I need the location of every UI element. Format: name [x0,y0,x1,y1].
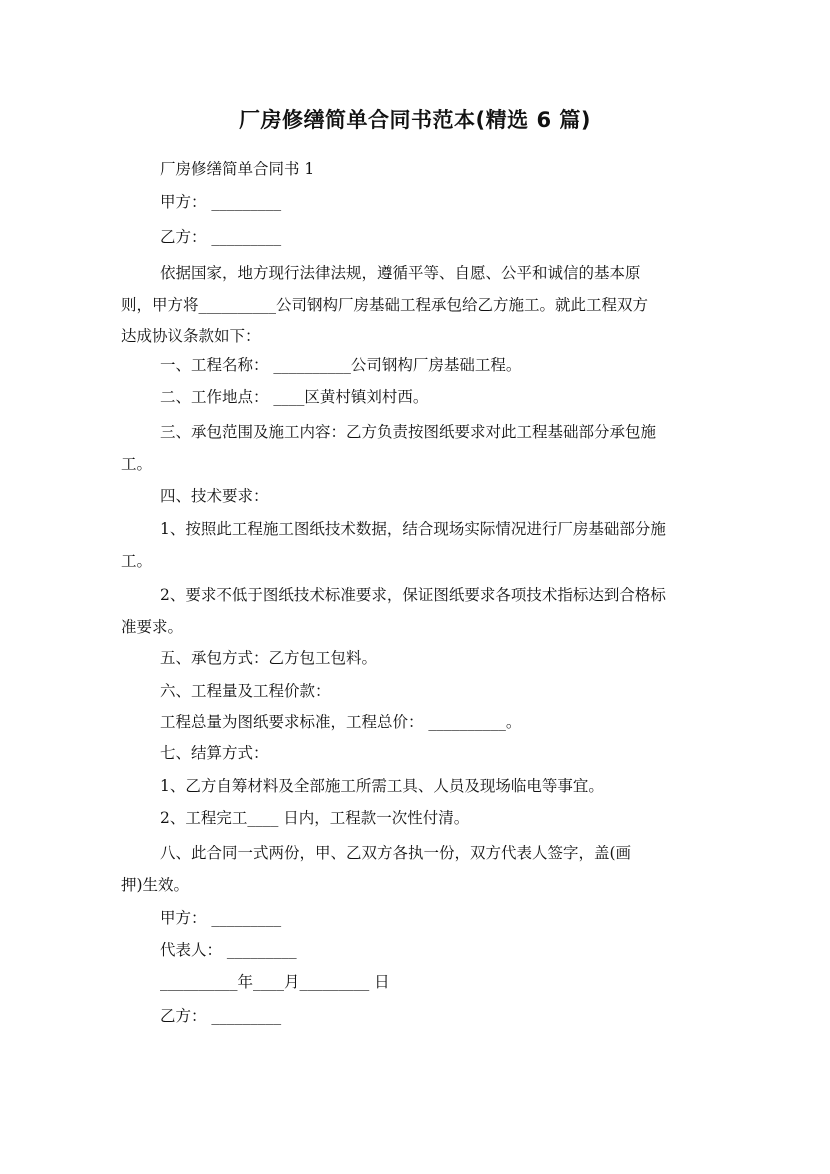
clause-5: 五、承包方式：乙方包工包料。 [160,649,378,667]
clause-4: 四、技术要求： [160,487,269,505]
party-a-line: 甲方： _________ [160,193,282,211]
signature-party-b: 乙方： _________ [160,1007,282,1025]
clause-4-item-1-line-1: 1、按照此工程施工图纸技术数据，结合现场实际情况进行厂房基础部分施 [160,520,666,538]
clause-8-line-2: 押)生效。 [121,876,190,894]
clause-7: 七、结算方式： [160,744,269,762]
document-title: 厂房修缮简单合同书范本(精选 6 篇) [239,108,591,132]
preamble-line-1: 依据国家，地方现行法律法规，遵循平等、自愿、公平和诚信的基本原 [160,264,641,282]
preamble-line-2: 则，甲方将__________公司钢构厂房基础工程承包给乙方施工。就此工程双方 [121,296,649,314]
clause-6: 六、工程量及工程价款： [160,682,331,700]
clause-3-line-1: 三、承包范围及施工内容：乙方负责按图纸要求对此工程基础部分承包施 [160,423,657,441]
clause-2: 二、工作地点： ____区黄村镇刘村西。 [160,388,429,406]
clause-4-item-2-line-2: 准要求。 [121,618,184,636]
clause-7-item-1: 1、乙方自筹材料及全部施工所需工具、人员及现场临电等事宜。 [160,777,604,795]
contract-subtitle: 厂房修缮简单合同书 1 [160,160,315,178]
preamble-line-3: 达成协议条款如下： [121,327,261,345]
clause-8-line-1: 八、此合同一式两份，甲、乙双方各执一份，双方代表人签字，盖(画 [160,844,632,862]
party-b-line: 乙方： _________ [160,228,282,246]
clause-7-item-2: 2、工程完工____ 日内，工程款一次性付清。 [160,809,470,827]
clause-3-line-2: 工。 [121,455,153,473]
clause-6-detail: 工程总量为图纸要求标准，工程总价： __________。 [160,713,522,731]
clause-4-item-1-line-2: 工。 [121,552,153,570]
clause-4-item-2-line-1: 2、要求不低于图纸技术标准要求，保证图纸要求各项技术指标达到合格标 [160,586,666,604]
signature-representative: 代表人： _________ [160,941,297,959]
clause-1: 一、工程名称： __________公司钢构厂房基础工程。 [160,356,522,374]
watermark: ​ [278,437,322,491]
signature-date: __________年____月_________ 日 [160,973,390,991]
signature-party-a: 甲方： _________ [160,909,282,927]
